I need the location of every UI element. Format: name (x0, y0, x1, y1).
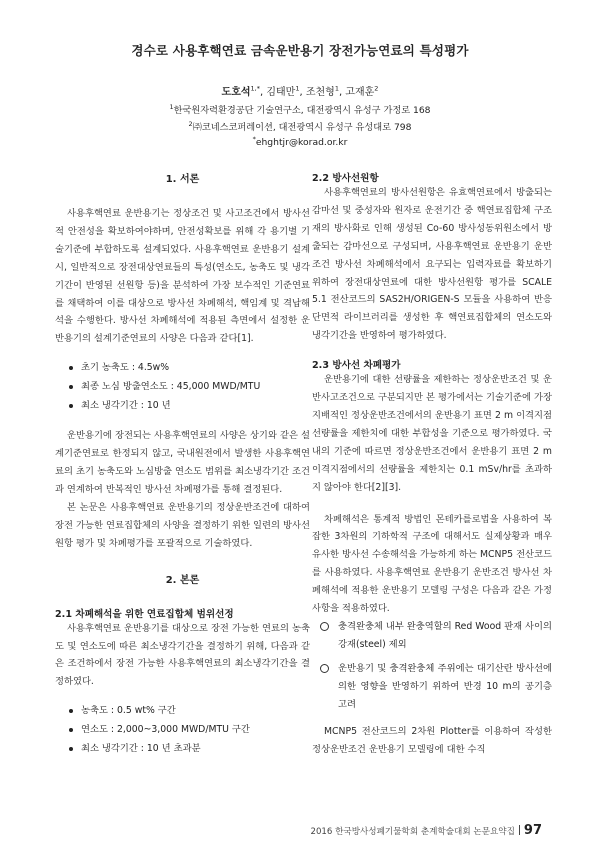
section-heading-intro: 1. 서론 (165, 174, 200, 185)
corresponding-email (0, 134, 600, 148)
intro-paragraph-3: 본 논문은 사용후핵연료 운반용기의 정상운반조건에 대하여 장전 가능한 연료집합체의 사양을 결정하기 위한 일련의 방사선원항 평가 및 차폐평가를 포괄적으로 기술하였다. (55, 501, 310, 549)
section-2-2-paragraph: 사용후핵연료의 방사선원항은 유효핵연료에서 방출되는 감마선 및 중성자와 원자로 운전기간 중 핵연료집합체 구조재의 방사화로 인해 생성된 Co-60 방사성동위원소에서 방출되는 감마선으로 구성되며, 사용후핵연료 운반용기 운반조건 방사선 차폐해석에서 요구되는 입력자료를 확보하기 위하여 장전대상연료에 대한 방사선원항 평가를 SCALE 5.1 전산코드의 SAS2H/ORIGEN-S 모듈을 사용하여 반응단면적 라이브러리를 생성한 후 핵연료집합체의 연소도와 냉각기간을 반영하여 평가하였다. (312, 187, 552, 342)
footer-divider (519, 825, 520, 835)
section-2-3-paragraph-3: MCNP5 전산코드의 2차원 Plotter를 이용하여 작성한 정상운반조건 운반용기 모델링에 대한 수직 (312, 726, 552, 756)
subsection-heading-2-2: 2.2 방사선원항 (312, 173, 379, 184)
author-first-sup: 1,* (250, 84, 260, 93)
list-item: 최종 노심 방출연소도 : 45,000 MWD/MTU (69, 377, 310, 396)
affiliation-2-sup: 2 (188, 119, 193, 128)
subsection-heading-2-3: 2.3 방사선 차폐평가 (312, 360, 401, 372)
author-4-sup: 2 (374, 84, 379, 93)
section-heading-main: 2. 본론 (165, 574, 200, 586)
circle-bullet-icon (320, 664, 329, 673)
design-fuel-spec-list (55, 358, 310, 415)
list-item (320, 660, 552, 714)
section-2-1-paragraph: 사용후핵연료 운반용기를 대상으로 장전 가능한 연료의 농축도 및 연소도에 따른 최소냉각기간을 결정하기 위해, 다음과 같은 조건하에서 장전 가능한 사용후핵연료의 최소냉각기간을 결정하였다. (55, 622, 310, 688)
list-item: 연소도 : 2,000~3,000 MWD/MTU 구간 (69, 720, 310, 739)
list-item-text: 운반용기 및 충격완충체 주위에는 대기산란 방사선에 의한 영향을 반영하기 위하여 반경 10 m의 공기층 고려 (338, 662, 552, 710)
left-column (55, 170, 310, 758)
list-item: 최소 냉각기간 : 10 년 (69, 396, 310, 415)
list-item: 농축도 : 0.5 wt% 구간 (69, 701, 310, 720)
modeling-assumptions-list (312, 618, 552, 714)
email-text: ehghtjr@korad.or.kr (255, 137, 348, 148)
right-column (312, 170, 552, 759)
author-3-sup: 1 (334, 84, 339, 93)
page-number: 97 (523, 823, 542, 838)
affiliation-1-sup: 1 (169, 102, 174, 111)
subsection-heading-2-1: 2.1 차폐해석을 위한 연료집합체 범위선정 (55, 608, 234, 620)
section-2-3-paragraph-1: 운반용기에 대한 선량률을 제한하는 정상운반조건 및 운반사고조건으로 구분되지만 본 평가에서는 기술기준에 가장 지배적인 정상운반조건에서의 운반용기 표면 2 m 이격지점 선량률을 제한치에 대한 부합성을 기준으로 평가하였다. 국내의 기준에 따르면 정상운반조건에서 운반용기 표면 2 m 이격지점에서의 선량률을 제한치는 0.1 mSv/hr를 초과하지 않아야 한다[2][3]. (312, 374, 552, 493)
affiliation-1 (0, 102, 600, 116)
author-3: , 조천형 (299, 87, 335, 98)
author-4: , 고재훈 (338, 87, 375, 98)
author-list (0, 83, 600, 98)
intro-paragraph-1: 사용후핵연료 운반용기는 정상조건 및 사고조건에서 방사선적 안전성을 확보하여야하며, 안전성확보를 위해 각 용기별 기술기준에 부합하도록 설계되었다. 사용후핵연료 운반용기 설계 시, 일반적으로 장전대상연료들의 특성(연소도, 농축도 및 냉각기간이 반영된 선원항 등)을 분석하여 가장 보수적인 기준연료를 채택하여 이를 대상으로 방사선 차폐해석, 핵임계 및 격납해석을 수행한다. 방사선 차폐해석에 적용된 측면에서 설정한 운반용기의 설계기준연료의 사양은 다음과 같다[1]. (55, 208, 310, 345)
section-2-3-paragraph-2: 차폐해석은 통계적 방법인 몬테카를로법을 사용하여 복잡한 3차원의 기하학적 구조에 대해서도 실제상황과 매우 유사한 방사선 수송해석을 가능하게 하는 MCNP5 전산코드를 사용하였다. 사용후핵연료 운반용기 운반조건 방사선 차폐해석에 적용한 운반용기 모델링 구성은 다음과 같은 가정사항을 적용하였다. (312, 513, 552, 615)
paper-title: 경수로 사용후핵연료 금속운반용기 장전가능연료의 특성평가 (131, 43, 469, 58)
affiliation-1-text: 한국원자력환경공단 기술연구소, 대전광역시 유성구 가정로 168 (173, 105, 431, 116)
list-item (320, 618, 552, 654)
email-sup: * (252, 134, 256, 143)
author-2-sup: 1 (295, 84, 300, 93)
list-item: 최소 냉각기간 : 10 년 초과분 (69, 739, 310, 758)
affiliation-2-text: ㈜코네스코퍼레이션, 대전광역시 유성구 유성대로 798 (192, 122, 412, 133)
list-item-text: 충격완충체 내부 완충역할의 Red Wood 판재 사이의 강재(steel) 제외 (338, 620, 552, 650)
page-footer (311, 823, 543, 838)
affiliation-2 (0, 119, 600, 133)
list-item: 초기 농축도 : 4.5w% (69, 358, 310, 377)
author-2: , 김태만 (259, 87, 296, 98)
author-first: 도호석 (221, 87, 251, 98)
intro-paragraph-2: 운반용기에 장전되는 사용후핵연료의 사양은 상기와 같은 설계기준연료로 한정되지 않고, 국내원전에서 발생한 사용후핵연료의 초기 농축도와 노심방출 연소도 범위를 최소냉각기간 조건과 연계하여 반복적인 방사선 차폐평가를 통해 결정된다. (55, 430, 310, 495)
circle-bullet-icon (320, 622, 329, 631)
range-selection-list (55, 701, 310, 758)
footer-proceedings: 2016 한국방사성폐기물학회 춘계학술대회 논문요약집 (310, 827, 515, 837)
